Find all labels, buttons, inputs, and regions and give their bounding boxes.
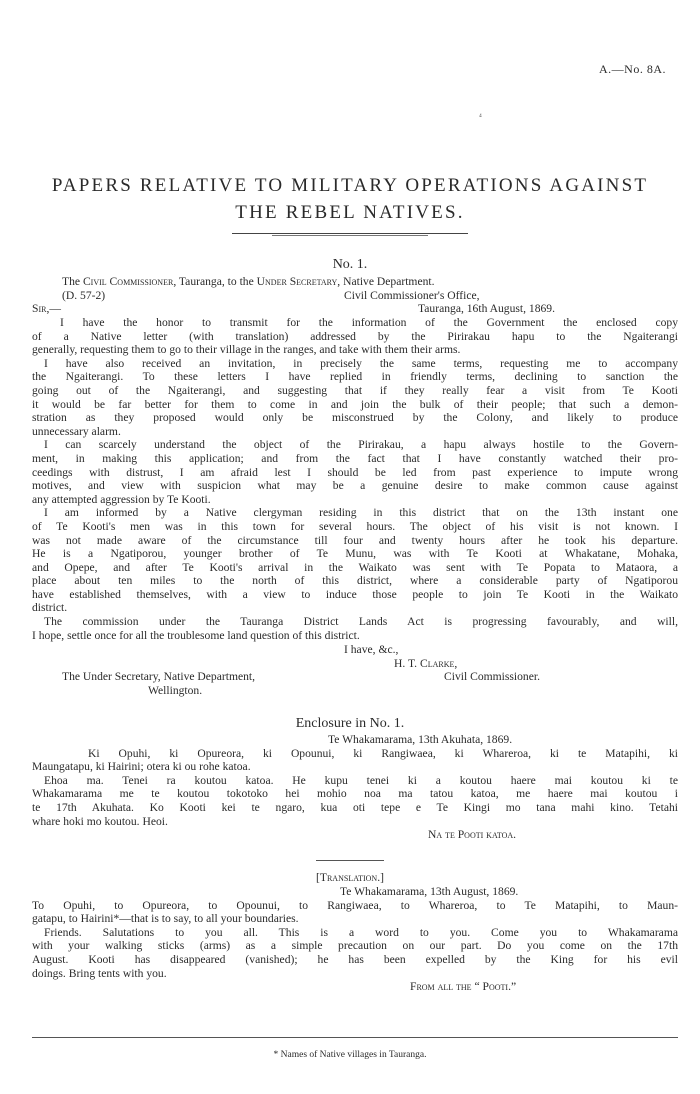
body-line: whare hoki mo koutou. Heoi.	[32, 814, 168, 828]
body-line: unnecessary alarm.	[32, 424, 121, 438]
body-line: the Ngaiterangi. To these letters I have replied in friendly terms, declining to sanction the	[32, 370, 678, 384]
letter-number: No. 1.	[332, 257, 368, 272]
signer-title: Civil Commissioner.	[444, 670, 540, 684]
enclosure-place-date: Te Whakamarama, 13th Akuhata, 1869.	[328, 733, 513, 746]
section-divider	[316, 860, 384, 861]
body-line: stration as they proposed would only be misconstrued by the Colony, and likely to produce	[32, 411, 678, 425]
body-line: I can scarcely understand the object of the Pirirakau, a hapu always hostile to the Govern-	[44, 438, 678, 452]
letter-signoff	[32, 643, 678, 697]
translation-heading: [Translation.]	[316, 871, 384, 884]
translation-signature: From all the “ Pooti.”	[410, 980, 517, 994]
body-line: of a Native letter (with translation) addressed by the Pirirakau hapu to the Ngaiterangi	[32, 329, 678, 343]
body-line: was not made aware of the circumstance till four and twenty hours after he took his departure.	[32, 533, 678, 547]
body-line: district.	[32, 601, 68, 615]
body-line: going out of the Ngaiterangi, and suggesting that if they really fear a visit from Te Kooti	[32, 383, 678, 397]
body-line: I am informed by a Native clergyman residing in this district that on the 13th instant one	[44, 506, 678, 520]
body-line: I have also received an invitation, in precisely the same terms, requesting me to accompany	[44, 356, 678, 370]
body-line: To Opuhi, to Opureora, to Opounui, to Rangiwaea, to Whareroa, to Te Matapihi, to Maun-	[32, 898, 678, 912]
translation-body	[32, 885, 678, 994]
body-line: ment, in making this application; and from the fact that I have constantly watched their pro-	[32, 451, 678, 465]
document-title	[0, 172, 700, 226]
body-line: Whakamarama me te koutou tokotoko hei mohio noa ma tatou katoa, me haere mai koutou i	[32, 787, 678, 801]
body-line: Ehoa ma. Tenei ra koutou katoa. He kupu tenei ki a koutou haere mai koutou ki te	[44, 773, 678, 787]
letter-heading: The Civil Commissioner, Tauranga, to the Under Secretary, Native Department.	[62, 275, 435, 288]
title-line-2: THE REBEL NATIVES.	[235, 202, 465, 223]
page-reference: A.—No. 8A.	[599, 62, 666, 76]
body-line: of Te Kooti's men was in this town for several hours. The object of his visit is not known. I	[32, 519, 678, 533]
letter-header	[32, 275, 678, 316]
body-line: ceedings with distrust, I am afraid lest I should be led from past experience to impute wrong	[32, 465, 678, 479]
body-line: Maungatapu, ki Hairini; otera ki ou rohe katoa.	[32, 760, 251, 774]
body-line: have established themselves, with a view to induce those people to join Te Kooti in the Waikato	[32, 587, 678, 601]
body-line: any attempted aggression by Te Kooti.	[32, 492, 211, 506]
title-line-1: PAPERS RELATIVE TO MILITARY OPERATIONS AGAINST	[51, 175, 649, 196]
body-line: gatapu, to Hairini*—that is to say, to all your boundaries.	[32, 912, 299, 926]
enclosure-heading: Enclosure in No. 1.	[295, 716, 405, 731]
enclosure-body	[32, 733, 678, 842]
title-divider	[232, 233, 468, 236]
translation-place-date: Te Whakamarama, 13th August, 1869.	[340, 885, 519, 898]
letter-ref-code: (D. 57-2)	[62, 288, 106, 302]
signer-name: H. T. Clarke,	[394, 656, 458, 670]
body-line: I have the honor to transmit for the information of the Government the enclosed copy	[60, 316, 678, 329]
enclosure-signature: Na te Pooti katoa.	[428, 828, 517, 842]
letter-salutation: Sir,—	[32, 302, 61, 316]
closing: I have, &c.,	[344, 643, 399, 656]
letter-body	[32, 316, 678, 642]
body-line: motives, and view with suspicion what may be a genuine desire to make common cause against	[32, 479, 678, 493]
body-line: generally, requesting them to go to their village in the ranges, and take with them their arms.	[32, 343, 461, 357]
footnote: * Names of Native villages in Tauranga.	[273, 1050, 427, 1060]
body-line: place about ten miles to the north of this district, where a considerable party of Ngatiporou	[32, 574, 678, 588]
addressee-place: Wellington.	[148, 683, 203, 697]
margin-mark: ⁴	[479, 112, 482, 121]
letter-place-date: Tauranga, 16th August, 1869.	[418, 302, 556, 316]
body-line: The commission under the Tauranga District Lands Act is progressing favourably, and will,	[44, 615, 678, 629]
body-line: doings. Bring tents with you.	[32, 966, 167, 980]
letter-office: Civil Commissioner's Office,	[344, 288, 480, 302]
body-line: it would be far better for them to come in and join the bulk of their people; that such a demon-	[32, 397, 678, 411]
body-line: te 17th Akuhata. Ko Kooti kei te ngaro, kua oti tepe e Te Kingi mo tana mahi kino. Tetahi	[32, 800, 678, 814]
footnote-divider	[32, 1037, 678, 1038]
body-line: with your walking sticks (arms) as a simple precaution on our part. Do you come on the 17th	[32, 939, 678, 953]
body-line: Friends. Salutations to you all. This is a word to you. Come you to Whakamarama	[44, 925, 678, 939]
body-line: I hope, settle once for all the troublesome land question of this district.	[32, 628, 360, 642]
body-line: August. Kooti has disappeared (vanished); he has been expelled by the King for his evil	[32, 952, 678, 966]
body-line: Ki Opuhi, ki Opureora, ki Opounui, ki Rangiwaea, ki Whareroa, ki te Matapihi, ki	[88, 746, 678, 760]
body-line: and Opepe, and after Te Kooti's arrival in the Waikato was sent with Te Popata to Mataora, a	[32, 560, 678, 574]
addressee: The Under Secretary, Native Department,	[62, 670, 256, 684]
body-line: He is a Ngatiporou, younger brother of Te Munu, was with Te Kooti at Whakatane, Mohaka,	[32, 547, 678, 561]
